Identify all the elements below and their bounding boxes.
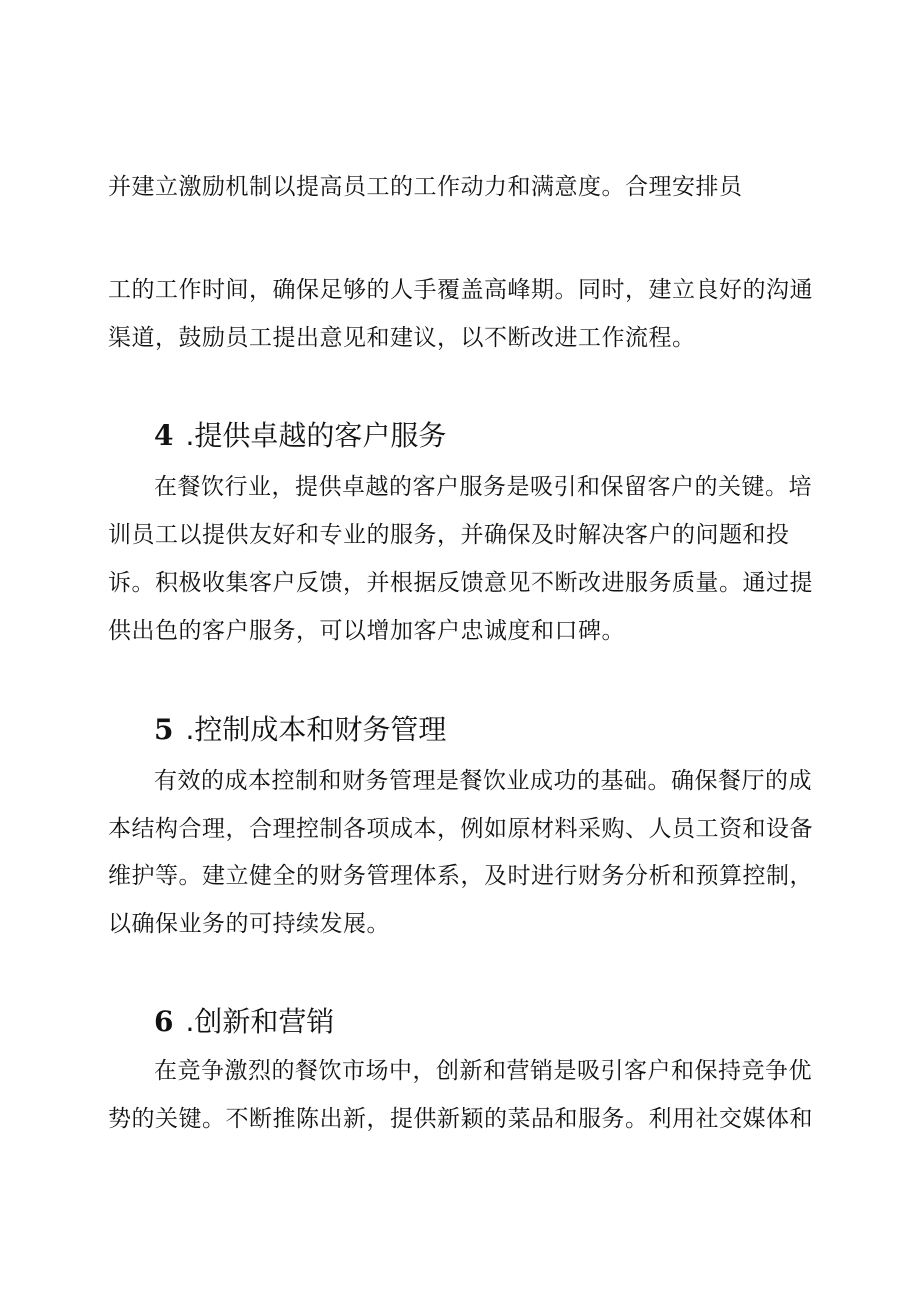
section-6-number: 6: [154, 1005, 174, 1038]
section-4-heading: [154, 419, 446, 453]
section-6-line-2: 势的关键。不断推陈出新，提供新颖的菜品和服务。利用社交媒体和: [108, 1106, 813, 1132]
section-5-line-2: 本结构合理，合理控制各项成本，例如原材料采购、人员工资和设备: [108, 816, 813, 842]
section-5-title: .控制成本和财务管理: [185, 713, 447, 746]
section-5-line-3: 维护等。建立健全的财务管理体系，及时进行财务分析和预算控制，: [108, 863, 813, 889]
section-5-line-4: 以确保业务的可持续发展。: [108, 911, 390, 937]
section-5-line-1: 有效的成本控制和财务管理是餐饮业成功的基础。确保餐厅的成: [154, 768, 812, 794]
section-4-line-4: 供出色的客户服务，可以增加客户忠诚度和口碑。: [108, 618, 625, 644]
section-5-heading: [154, 713, 446, 747]
intro-line-3: 渠道，鼓励员工提出意见和建议，以不断改进工作流程。: [108, 325, 696, 351]
section-6-title: .创新和营销: [185, 1005, 335, 1038]
section-6-line-1: 在竞争激烈的餐饮市场中，创新和营销是吸引客户和保持竞争优: [154, 1058, 812, 1084]
section-6-heading: [154, 1005, 334, 1039]
section-5-number: 5: [154, 713, 174, 746]
section-4-title: .提供卓越的客户服务: [185, 419, 447, 452]
intro-line-2: 工的工作时间，确保足够的人手覆盖高峰期。同时，建立良好的沟通: [108, 277, 813, 303]
section-4-number: 4: [154, 419, 174, 452]
intro-line-1: 并建立激励机制以提高员工的工作动力和满意度。合理安排员: [108, 174, 743, 200]
section-4-line-2: 训员工以提供友好和专业的服务，并确保及时解决客户的问题和投: [108, 522, 790, 548]
section-4-line-3: 诉。积极收集客户反馈，并根据反馈意见不断改进服务质量。通过提: [108, 570, 813, 596]
section-4-line-1: 在餐饮行业，提供卓越的客户服务是吸引和保留客户的关键。培: [154, 474, 812, 500]
